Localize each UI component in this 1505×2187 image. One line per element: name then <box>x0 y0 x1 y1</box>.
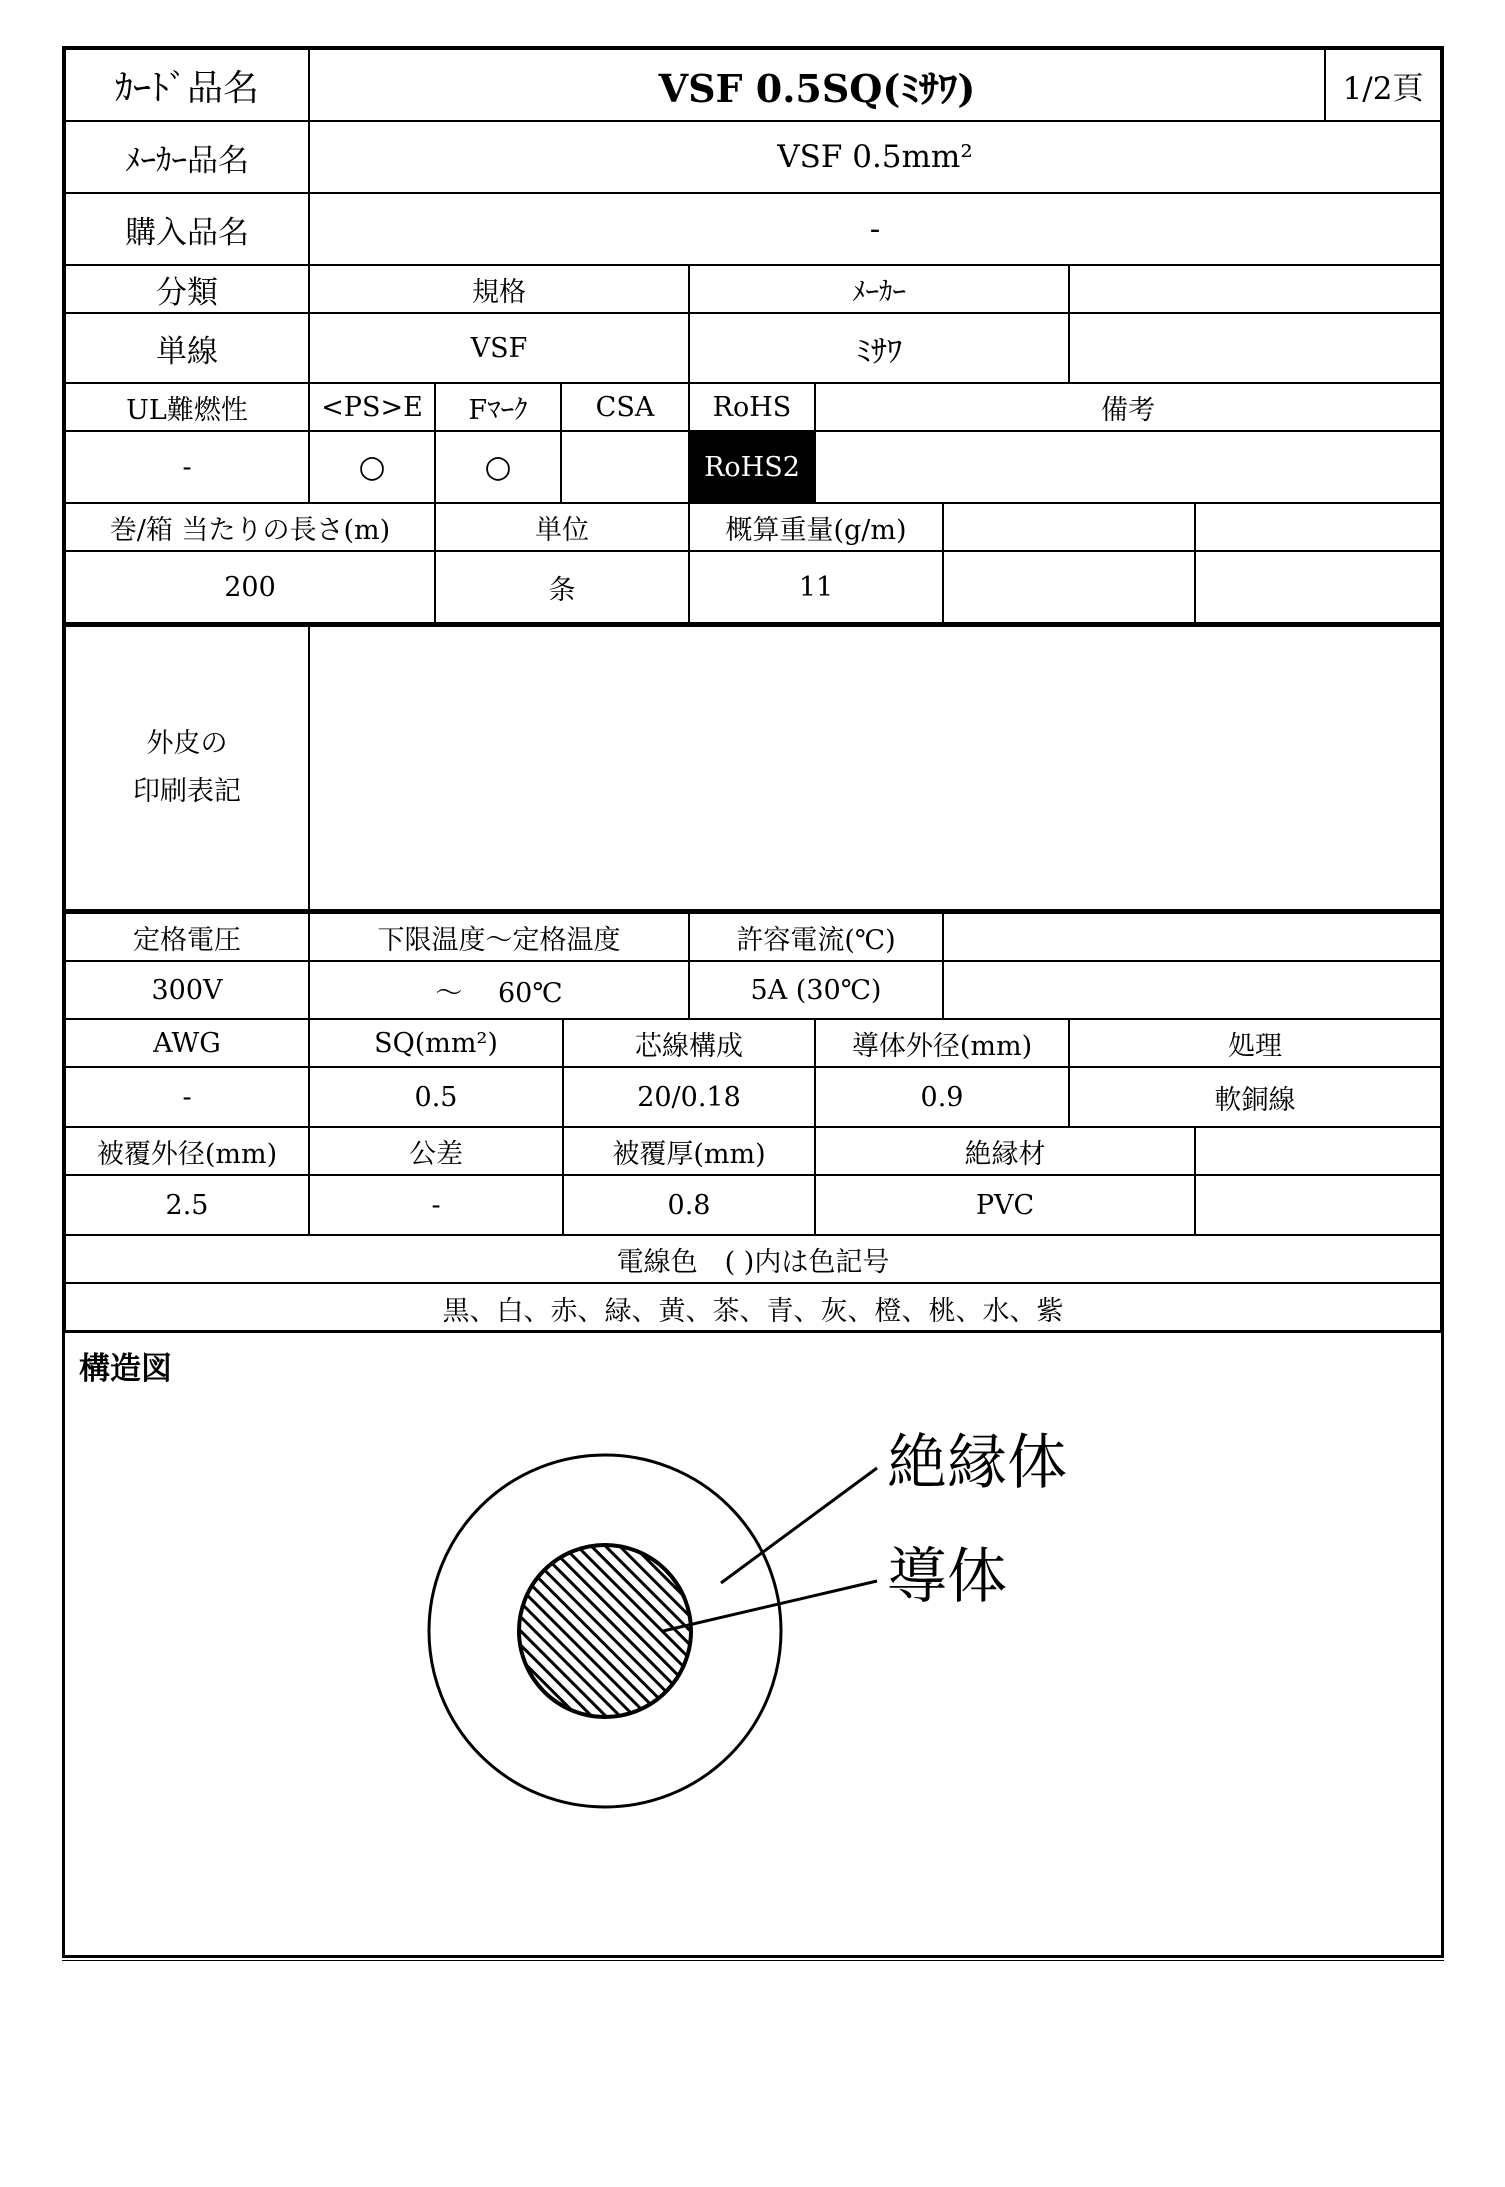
insulation-extra-header <box>1195 1127 1441 1175</box>
maker-value: ﾐｻﾜ <box>689 313 1069 383</box>
thickness-value: 0.8 <box>563 1175 815 1235</box>
weight-label: 概算重量(g/m) <box>689 503 943 551</box>
packaging-extra-value-1 <box>943 551 1195 623</box>
insulation-od-value: 2.5 <box>65 1175 309 1235</box>
maker-label: ﾒｰｶｰ <box>689 265 1069 313</box>
temperature-value: ～ 60℃ <box>309 961 689 1019</box>
print-marking-label-line2: 印刷表記 <box>133 776 241 807</box>
classification-label: 分類 <box>65 265 309 313</box>
current-label: 許容電流(℃) <box>689 913 943 961</box>
insulator-label: 絶縁体 <box>887 1428 1067 1498</box>
material-value: PVC <box>815 1175 1195 1235</box>
voltage-value: 300V <box>65 961 309 1019</box>
voltage-label: 定格電圧 <box>65 913 309 961</box>
print-marking-value <box>309 626 1441 910</box>
classification-extra-value <box>1069 313 1441 383</box>
print-marking-label <box>65 626 309 910</box>
standard-label: 規格 <box>309 265 689 313</box>
conductor-od-label: 導体外径(mm) <box>815 1019 1069 1067</box>
insulation-od-label: 被覆外径(mm) <box>65 1127 309 1175</box>
purchase-name-label: 購入品名 <box>65 193 309 265</box>
conductor-label: 導体 <box>887 1542 1007 1612</box>
sq-label: SQ(mm²) <box>309 1019 563 1067</box>
classification-extra-header <box>1069 265 1441 313</box>
card-name-value: VSF 0.5SQ(ﾐｻﾜ) <box>309 49 1325 121</box>
csa-value <box>561 431 689 503</box>
insulation-extra-value <box>1195 1175 1441 1235</box>
spec-sheet <box>62 46 1444 1958</box>
electrical-extra-value <box>943 961 1441 1019</box>
strand-value: 20/0.18 <box>563 1067 815 1127</box>
csa-label: CSA <box>561 383 689 431</box>
pse-value: ○ <box>309 431 435 503</box>
packaging-extra-header-1 <box>943 503 1195 551</box>
sq-value: 0.5 <box>309 1067 563 1127</box>
weight-value: 11 <box>689 551 943 623</box>
wire-colors-label: 電線色 ( )内は色記号 <box>65 1235 1441 1283</box>
page-number: 1/2頁 <box>1325 49 1441 121</box>
unit-label: 単位 <box>435 503 689 551</box>
maker-name-label: ﾒｰｶｰ品名 <box>65 121 309 193</box>
temperature-label: 下限温度～定格温度 <box>309 913 689 961</box>
remarks-label: 備考 <box>815 383 1441 431</box>
packaging-extra-header-2 <box>1195 503 1441 551</box>
packaging-extra-value-2 <box>1195 551 1441 623</box>
pse-label: <PS>E <box>309 383 435 431</box>
rohs-label: RoHS <box>689 383 815 431</box>
treatment-value: 軟銅線 <box>1069 1067 1441 1127</box>
card-name-label: ｶｰﾄﾞ品名 <box>65 49 309 121</box>
material-label: 絶縁材 <box>815 1127 1195 1175</box>
awg-value: - <box>65 1067 309 1127</box>
treatment-label: 処理 <box>1069 1019 1441 1067</box>
purchase-name-value: - <box>309 193 1441 265</box>
strand-label: 芯線構成 <box>563 1019 815 1067</box>
standard-value: VSF <box>309 313 689 383</box>
thickness-label: 被覆厚(mm) <box>563 1127 815 1175</box>
length-label: 巻/箱 当たりの長さ(m) <box>65 503 435 551</box>
tolerance-value: - <box>309 1175 563 1235</box>
electrical-extra-header <box>943 913 1441 961</box>
ul-label: UL難燃性 <box>65 383 309 431</box>
current-value: 5A (30℃) <box>689 961 943 1019</box>
rohs-value: RoHS2 <box>689 431 815 503</box>
cable-cross-section <box>65 1333 1441 1955</box>
structure-diagram-title: 構造図 <box>79 1351 172 1387</box>
classification-value: 単線 <box>65 313 309 383</box>
remarks-value <box>815 431 1441 503</box>
unit-value: 条 <box>435 551 689 623</box>
ul-value: - <box>65 431 309 503</box>
conductor-od-value: 0.9 <box>815 1067 1069 1127</box>
fmark-label: Fﾏｰｸ <box>435 383 561 431</box>
length-value: 200 <box>65 551 435 623</box>
bottom-rule <box>62 1960 1444 1961</box>
wire-colors-value: 黒、白、赤、緑、黄、茶、青、灰、橙、桃、水、紫 <box>65 1283 1441 1333</box>
structure-diagram <box>65 1333 1441 1955</box>
tolerance-label: 公差 <box>309 1127 563 1175</box>
maker-name-value: VSF 0.5mm² <box>309 121 1441 193</box>
print-marking-label-line1: 外皮の <box>146 728 228 759</box>
fmark-value: ○ <box>435 431 561 503</box>
awg-label: AWG <box>65 1019 309 1067</box>
